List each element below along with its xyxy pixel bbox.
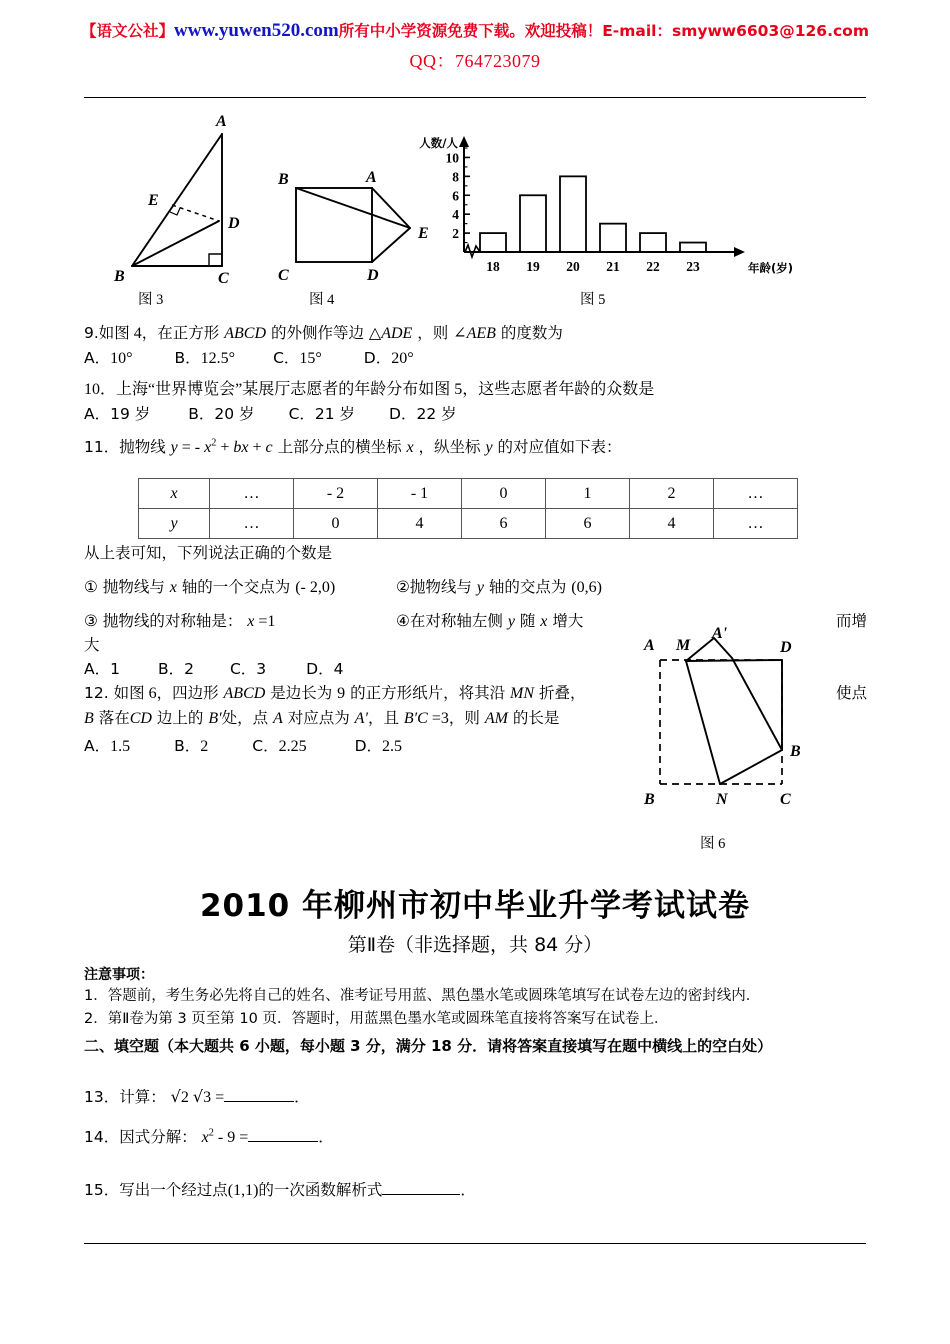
notice-item-1: 1．答题前，考生务必先将自己的姓名、准考证号用蓝、黑色墨水笔或圆珠笔填写在试卷左边的密封线内． [84,988,761,1004]
page-subtitle: 第Ⅱ卷（非选择题，共 84 分） [347,934,603,956]
section-2-heading: 二、填空题（本大题共 6 小题，每小题 3 分，满分 18 分．请将答案直接填写在题中横线上的空白处） [84,1037,773,1055]
notice-heading: 注意事项： [84,967,154,983]
fig3-label-B: B [114,268,125,285]
table-cell: - 2 [294,479,378,509]
svg-text:20: 20 [566,259,580,274]
watermark-url: www.yuwen520.com [174,20,339,41]
svg-text:6: 6 [452,188,459,204]
svg-text:10: 10 [445,150,459,166]
svg-text:22: 22 [646,259,660,274]
question-9-options: A．10° B．12.5° C．15° D．20° [84,349,414,367]
table-cell: - 1 [378,479,462,509]
question-11-item-4-wrap-b: 大 [84,636,100,654]
table-cell: 0 [294,509,378,539]
figure-6 [632,625,832,818]
question-11-item-3: ③ 抛物线的对称轴是： x =1 [84,612,276,630]
question-14: 14．因式分解： $x^2 - 9$ = ． [84,1125,334,1146]
svg-text:2: 2 [452,226,459,242]
question-11-item-1: ① 抛物线与 x 轴的一个交点为 (- 2,0) [84,578,336,596]
table-cell: 6 [462,509,546,539]
table-row [139,509,798,539]
figure-4-caption: 图 4 [309,292,335,308]
watermark-tail: 所有中小学资源免费下载。欢迎投稿！E-mail：smyww6603@126.com [338,22,869,40]
svg-text:4: 4 [452,207,459,223]
watermark-header [0,18,950,73]
watermark-line-1 [0,18,950,44]
table-cell: … [714,479,798,509]
fig6-label-C: C [780,791,791,808]
question-12-line-2: B 落在CD 边上的 B′处，点 A 对应点为 A′，且 B′C =3，则 AM 的长是 [84,709,560,727]
bottom-rule [84,1243,866,1244]
question-12-line-1-wrap: 使点 [836,684,868,702]
svg-text:21: 21 [606,259,620,274]
question-11-item-2: ②抛物线与 y 轴的交点为 (0,6) [396,578,602,596]
question-12-line-1: 12. 如图 6，四边形 ABCD 是边长为 9 的正方形纸片，将其沿 MN 折叠， [84,684,586,702]
question-12-options: A．1.5 B．2 C．2.25 D．2.5 [84,737,403,755]
fig4-label-A: A [366,169,377,186]
svg-text:8: 8 [452,169,459,185]
table-cell: … [210,479,294,509]
question-15: 15．写出一个经过点(1,1)的一次函数解析式 ． [84,1178,476,1199]
fig4-label-B: B [278,171,289,188]
table-cell: 4 [630,509,714,539]
table-cell: 6 [546,509,630,539]
table-cell: 1 [546,479,630,509]
table-cell: 0 [462,479,546,509]
fig3-label-E: E [148,192,159,209]
answer-blank-14[interactable] [248,1125,318,1142]
question-11-item-4-wrap-a: 而增 [836,612,868,630]
table-cell: 4 [378,509,462,539]
question-13: 13．计算： √2 √3 = ． [84,1087,310,1106]
fig4-label-E: E [418,225,429,242]
question-11-stem: 11．抛物线 y = - $x^2$ + bx + c 上部分点的横坐标 x ，纵坐标 y 的对应值如下表： [84,437,622,456]
fig3-label-D: D [228,215,240,232]
svg-text:年龄(岁): 年龄(岁) [748,261,794,275]
question-10-stem: 10．上海“世界博览会”某展厅志愿者的年龄分布如图 5，这些志愿者年龄的众数是 [84,381,655,398]
figure-5-caption: 图 5 [580,292,606,308]
table-row-header: x [139,479,210,509]
svg-text:19: 19 [526,259,540,274]
question-11-table [138,478,798,539]
table-cell: 2 [630,479,714,509]
fig6-label-B-prime: B [790,743,801,760]
watermark-brand: 【语文公社】 [81,22,175,40]
fig6-label-M: M [676,637,691,654]
table-row [139,479,798,509]
watermark-qq: QQ：764723079 [409,50,541,71]
svg-text:18: 18 [486,259,500,274]
question-9-stem: 9.如图 4，在正方形 ABCD 的外侧作等边 △ADE ，则 ∠AEB 的度数为 [84,324,563,342]
answer-blank-13[interactable] [224,1085,294,1102]
svg-text:23: 23 [686,259,700,274]
question-11-lead: 从上表可知，下列说法正确的个数是 [84,544,333,562]
fig6-label-B: B [644,791,655,808]
question-11-options: A．1 B．2 C．3 D．4 [84,660,344,678]
svg-text:人数/人: 人数/人 [419,136,458,150]
fig6-label-N: N [716,791,728,808]
fig6-label-A: A [644,637,655,654]
fig3-label-C: C [218,270,229,287]
figure-5-bar-chart [406,134,794,284]
answer-blank-15[interactable] [382,1178,460,1195]
figure-6-caption: 图 6 [700,836,726,852]
fig4-label-C: C [278,267,289,284]
fig6-label-A-prime: A' [712,625,728,642]
fig6-label-D: D [780,639,792,656]
figure-band [84,104,866,309]
notice-item-2: 2．第Ⅱ卷为第 3 页至第 10 页．答题时，用蓝黑色墨水笔或圆珠笔直接将答案写在试卷上． [84,1011,669,1027]
fig3-label-A: A [216,113,227,130]
question-11-item-4: ④在对称轴左侧 y 随 x 增大 [396,612,584,630]
top-rule [84,97,866,98]
table-cell: … [210,509,294,539]
figure-3-caption: 图 3 [138,292,164,308]
page-title: 2010 年柳州市初中毕业升学考试试卷 [199,888,751,924]
table-cell: … [714,509,798,539]
question-10-options: A．19 岁 B．20 岁 C．21 岁 D．22 岁 [84,405,457,423]
table-row-header: y [139,509,210,539]
fig4-label-D: D [367,267,379,284]
